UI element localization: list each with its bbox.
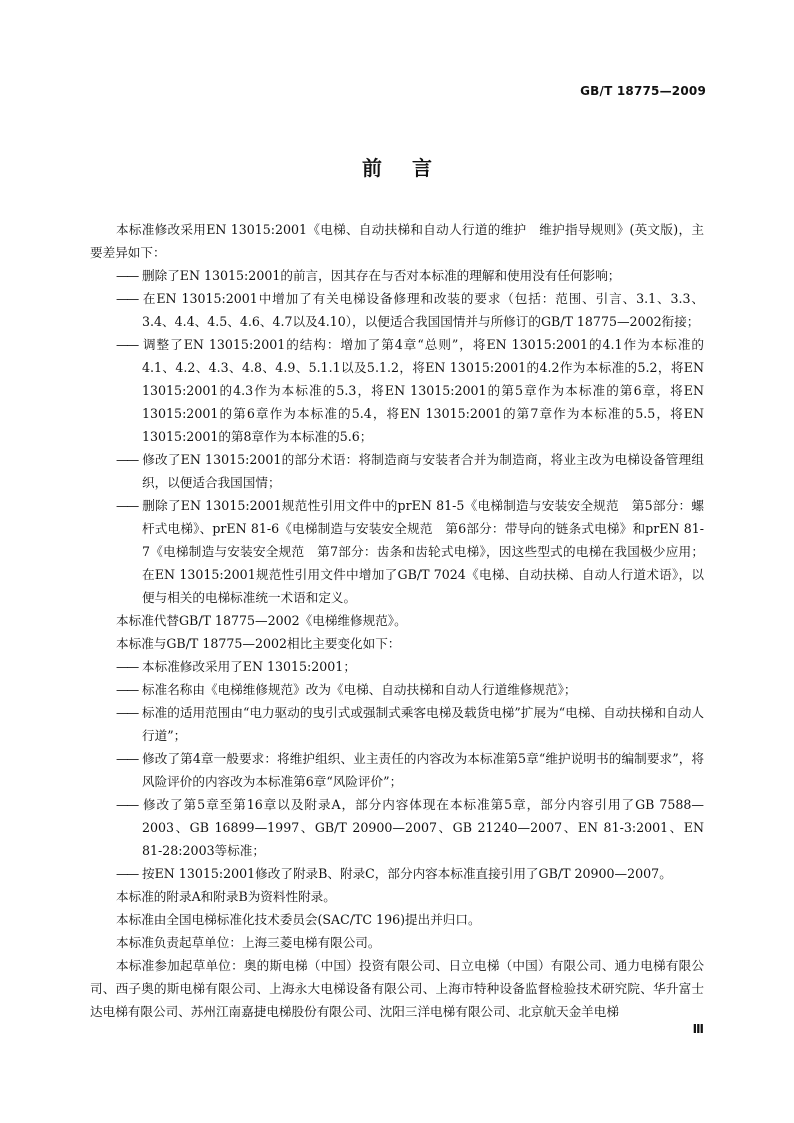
changes-intro-paragraph: 本标准与GB/T 18775—2002相比主要变化如下：: [116, 636, 401, 651]
list-item: [90, 678, 704, 701]
list-item-text: 修改了第4章一般要求：将维护组织、业主责任的内容改为本标准第5章“维护说明书的编制要求”，将风险评价的内容改为本标准第6章“风险评价”；: [142, 751, 704, 789]
list-item: [90, 333, 704, 448]
list-item: [90, 655, 704, 678]
page-number: Ⅲ: [692, 1022, 704, 1036]
list-item-text: 删除了EN 13015:2001的前言，因其存在与否对本标准的理解和使用没有任何影响；: [142, 268, 621, 283]
dash-mark: ——: [116, 268, 138, 283]
dash-mark: ——: [116, 452, 138, 467]
dash-mark: ——: [116, 659, 138, 674]
list-item: [90, 747, 704, 793]
list-item: [90, 287, 704, 333]
differences-list: [90, 264, 704, 609]
changes-list: [90, 655, 704, 885]
list-item-text: 在EN 13015:2001中增加了有关电梯设备修理和改装的要求（包括：范围、引言、3.1、3.3、3.4、4.4、4.5、4.6、4.7以及4.10），以便适合我国国情并与所修订的GB/T 18775—2002衔接；: [142, 291, 704, 329]
drafter-paragraph: 本标准负责起草单位：上海三菱电梯有限公司。: [116, 935, 381, 950]
list-item-text: 调整了EN 13015:2001的结构：增加了第4章“总则”，将EN 13015:2001的4.1作为本标准的4.1、4.2、4.3、4.8、4.9、5.1.1以及5.1.2，将EN 13015:2001的4.2作为本标准的5.2，将EN 13015:2001的4.3作为本标准的5.3，将EN 13015:2001的第5章作为本标准的第6章，将EN 13015:2001的第6章作为本标准的5.4，将EN 13015:2001的第7章作为本标准的5.5，将EN 13015:2001的第8章作为本标准的5.6；: [142, 337, 704, 444]
dash-mark: ——: [116, 797, 138, 812]
dash-mark: ——: [116, 751, 138, 766]
list-item-text: 按EN 13015:2001修改了附录B、附录C，部分内容本标准直接引用了GB/T 20900—2007。: [142, 866, 672, 881]
participants-paragraph: 本标准参加起草单位：奥的斯电梯（中国）投资有限公司、日立电梯（中国）有限公司、通力电梯有限公司、西子奥的斯电梯有限公司、上海永大电梯设备有限公司、上海市特种设备监督检验技术研究院、华升富士达电梯有限公司、苏州江南嘉捷电梯股份有限公司、沈阳三洋电梯有限公司、北京航天金羊电梯: [90, 958, 704, 1019]
list-item: [90, 862, 704, 885]
list-item-text: 修改了第5章至第16章以及附录A，部分内容体现在本标准第5章，部分内容引用了GB 7588—2003、GB 16899—1997、GB/T 20900—2007、GB 21240—2007、EN 81-3:2001、EN 81-28:2003等标准；: [142, 797, 704, 858]
dash-mark: ——: [116, 705, 138, 720]
dash-mark: ——: [116, 866, 138, 881]
list-item-text: 标准名称由《电梯维修规范》改为《电梯、自动扶梯和自动人行道维修规范》；: [142, 682, 577, 697]
dash-mark: ——: [116, 291, 138, 306]
list-item-text: 删除了EN 13015:2001规范性引用文件中的prEN 81-5《电梯制造与安装安全规范 第5部分：螺杆式电梯》、prEN 81-6《电梯制造与安装安全规范 第6部分：带导向的链条式电梯》和prEN 81-7《电梯制造与安装安全规范 第7部分：齿条和齿轮式电梯》，因这些型式的电梯在我国极少应用；在EN 13015:2001规范性引用文件中增加了GB/T 7024《电梯、自动扶梯、自动人行道术语》，以便与相关的电梯标准统一术语和定义。: [142, 498, 704, 605]
proposer-paragraph: 本标准由全国电梯标准化技术委员会(SAC/TC 196)提出并归口。: [116, 912, 481, 927]
list-item: [90, 448, 704, 494]
appendix-note-paragraph: 本标准的附录A和附录B为资料性附录。: [116, 889, 336, 904]
standard-code: GB/T 18775—2009: [580, 84, 706, 98]
list-item: [90, 494, 704, 609]
dash-mark: ——: [116, 682, 138, 697]
list-item: [90, 264, 704, 287]
list-item-text: 标准的适用范围由“电力驱动的曳引式或强制式乘客电梯及载货电梯”扩展为“电梯、自动扶梯和自动人行道”；: [142, 705, 704, 743]
dash-mark: ——: [116, 498, 138, 513]
replaces-paragraph: 本标准代替GB/T 18775—2002《电梯维修规范》。: [116, 613, 407, 628]
list-item-text: 修改了EN 13015:2001的部分术语：将制造商与安装者合并为制造商，将业主改为电梯设备管理组织，以便适合我国国情；: [142, 452, 704, 490]
list-item: [90, 701, 704, 747]
list-item: [90, 793, 704, 862]
intro-paragraph: 本标准修改采用EN 13015:2001《电梯、自动扶梯和自动人行道的维护 维护指导规则》(英文版)，主要差异如下：: [90, 222, 704, 260]
foreword-body: [90, 218, 704, 1023]
page-title: 前言: [362, 156, 462, 180]
dash-mark: ——: [116, 337, 138, 352]
list-item-text: 本标准修改采用了EN 13015:2001；: [142, 659, 356, 674]
